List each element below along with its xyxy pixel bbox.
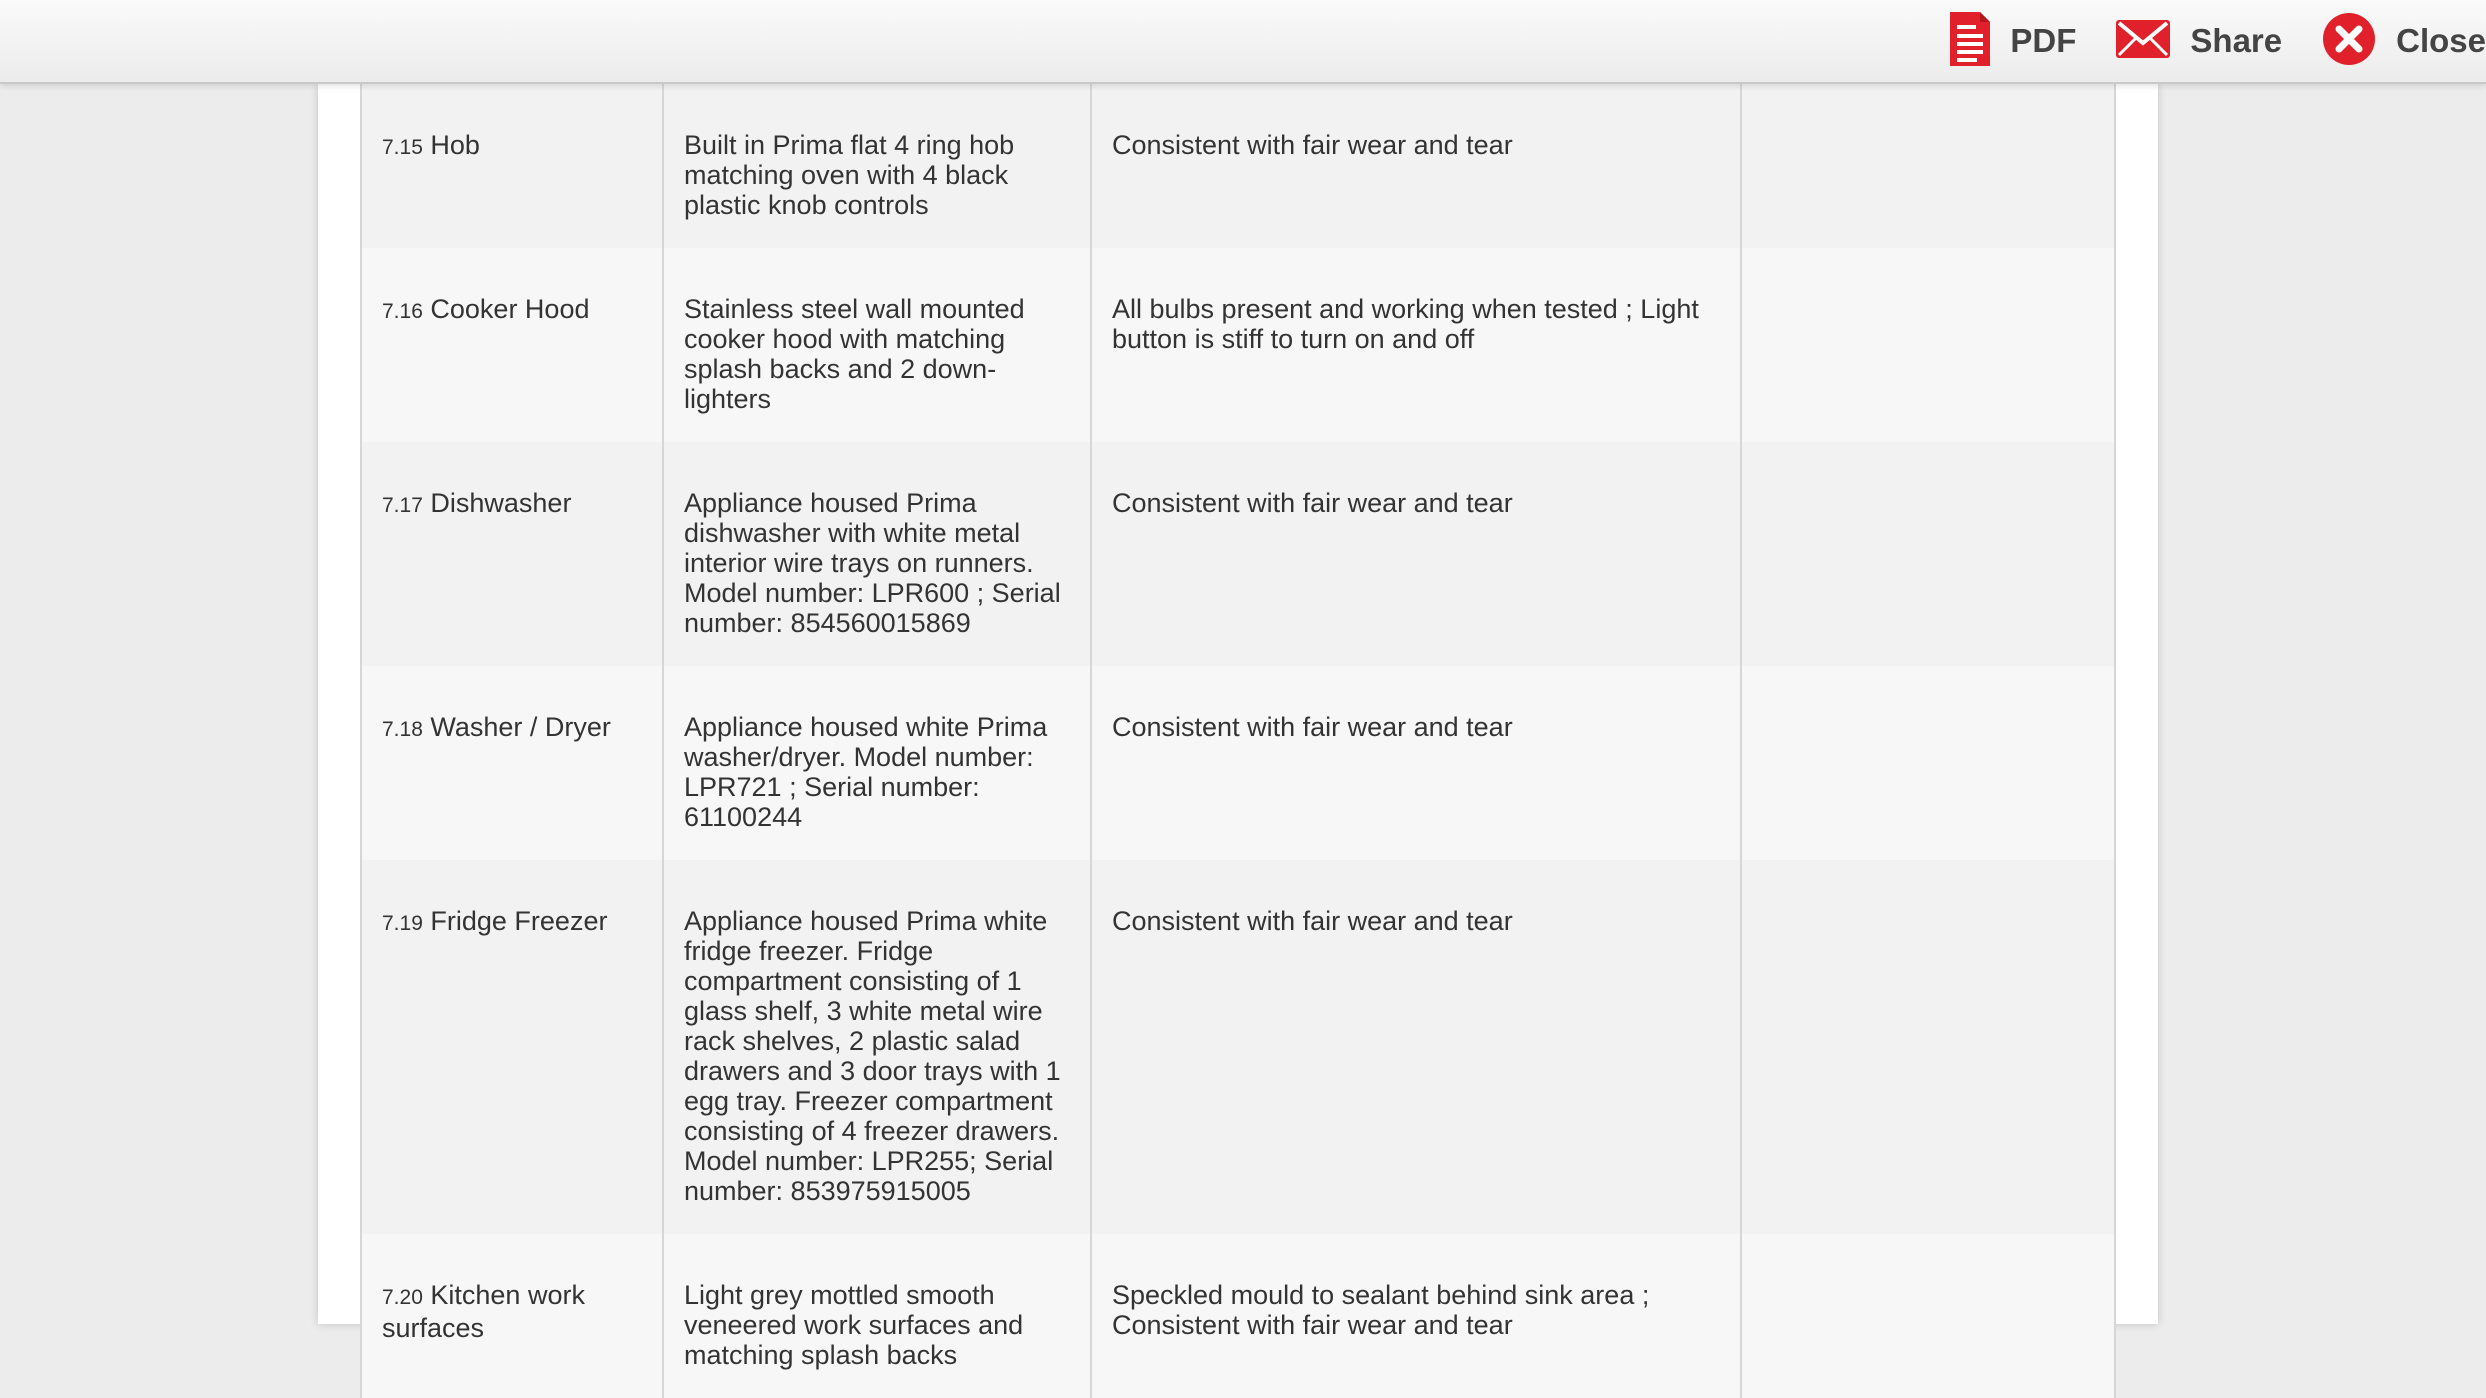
share-button-label: Share — [2190, 22, 2283, 59]
item-number: 7.17 — [382, 494, 423, 517]
condition-cell: All bulbs present and working when tested ; Light button is stiff to turn on and off — [1091, 248, 1741, 442]
item-cell — [361, 1234, 663, 1398]
notes-cell — [1741, 860, 2115, 1234]
share-button[interactable] — [2116, 20, 2282, 63]
envelope-icon — [2116, 20, 2170, 63]
pdf-button-label: PDF — [2010, 22, 2077, 59]
item-cell — [361, 248, 663, 442]
notes-cell — [1741, 248, 2115, 442]
table-row — [361, 1234, 2115, 1398]
condition-cell: Consistent with fair wear and tear — [1091, 442, 1741, 666]
notes-cell — [1741, 84, 2115, 248]
condition-cell: Speckled mould to sealant behind sink area ; Consistent with fair wear and tear — [1091, 1234, 1741, 1398]
item-cell — [361, 860, 663, 1234]
condition-cell: Consistent with fair wear and tear — [1091, 84, 1741, 248]
close-circle-icon — [2322, 12, 2376, 71]
item-name: Washer / Dryer — [430, 712, 611, 742]
description-cell: Appliance housed white Prima washer/dryer. Model number: LPR721 ; Serial number: 61100244 — [663, 666, 1091, 860]
item-cell — [361, 442, 663, 666]
close-button-label: Close — [2396, 22, 2486, 59]
item-name: Kitchen work surfaces — [382, 1280, 585, 1343]
item-name: Hob — [430, 130, 480, 160]
top-toolbar — [0, 0, 2486, 84]
item-name: Fridge Freezer — [430, 906, 608, 936]
table-row — [361, 248, 2115, 442]
inventory-table — [360, 84, 2116, 1398]
table-row — [361, 442, 2115, 666]
item-number: 7.19 — [382, 912, 423, 935]
item-cell — [361, 666, 663, 860]
item-name: Cooker Hood — [430, 294, 590, 324]
description-cell: Appliance housed Prima white fridge freezer. Fridge compartment consisting of 1 glass shelf, 3 white metal wire rack shelves, 2 plastic salad drawers and 3 door trays with 1 egg tray. Freezer compartment consisting of 4 freezer drawers. Model number: LPR255; Serial number: 853975915005 — [663, 860, 1091, 1234]
notes-cell — [1741, 442, 2115, 666]
description-cell: Built in Prima flat 4 ring hob matching oven with 4 black plastic knob controls — [663, 84, 1091, 248]
description-cell: Appliance housed Prima dishwasher with white metal interior wire trays on runners. Model number: LPR600 ; Serial number: 854560015869 — [663, 442, 1091, 666]
condition-cell: Consistent with fair wear and tear — [1091, 860, 1741, 1234]
item-number: 7.16 — [382, 300, 423, 323]
description-cell: Stainless steel wall mounted cooker hood with matching splash backs and 2 down-lighters — [663, 248, 1091, 442]
table-row — [361, 84, 2115, 248]
toolbar-actions — [1910, 0, 2486, 82]
close-button[interactable] — [2322, 12, 2486, 71]
item-cell — [361, 84, 663, 248]
item-number: 7.18 — [382, 718, 423, 741]
condition-cell: Consistent with fair wear and tear — [1091, 666, 1741, 860]
pdf-document-icon — [1950, 12, 1990, 71]
item-number: 7.20 — [382, 1286, 423, 1309]
description-cell: Light grey mottled smooth veneered work surfaces and matching splash backs — [663, 1234, 1091, 1398]
table-row — [361, 860, 2115, 1234]
item-number: 7.15 — [382, 136, 423, 159]
report-page — [318, 84, 2158, 1370]
pdf-button[interactable] — [1950, 12, 2076, 71]
item-name: Dishwasher — [430, 488, 572, 518]
notes-cell — [1741, 666, 2115, 860]
table-row — [361, 666, 2115, 860]
notes-cell — [1741, 1234, 2115, 1398]
